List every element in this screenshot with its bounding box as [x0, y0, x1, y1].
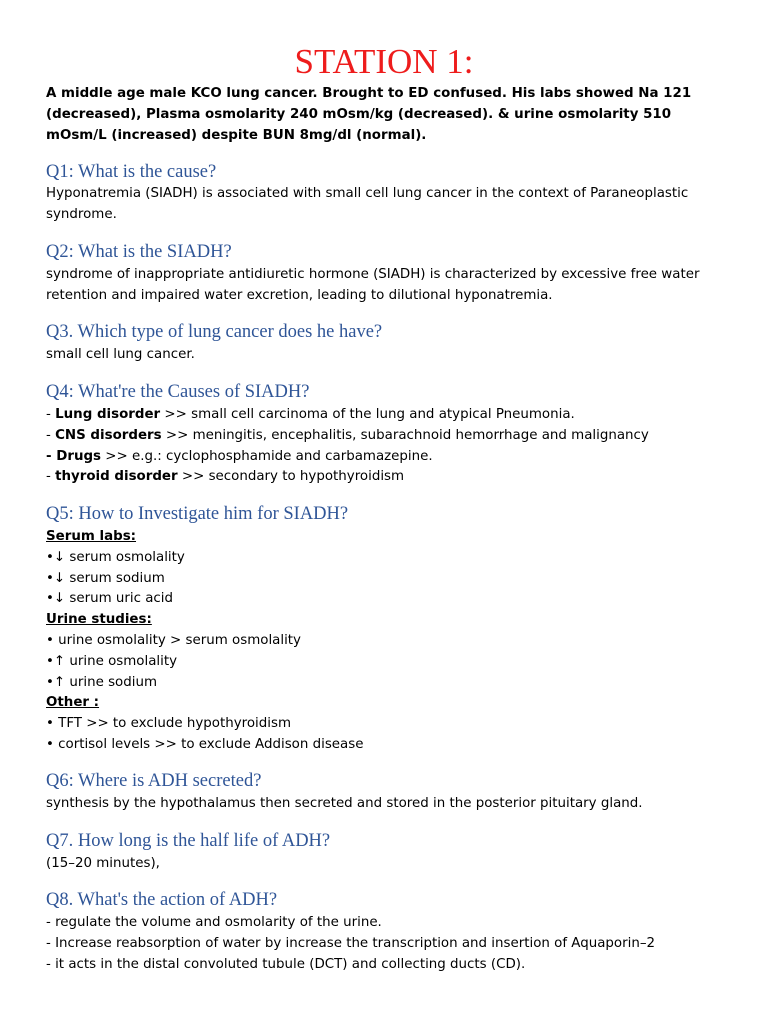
q3-answer: small cell lung cancer. — [46, 347, 195, 362]
q4-causes-list — [46, 405, 746, 488]
list-item: • TFT >> to exclude hypothyroidism — [46, 716, 292, 732]
list-item: - Drugs >> e.g.: cyclophosphamide and carbamazepine. — [46, 448, 433, 464]
q2-answer: syndrome of inappropriate antidiuretic hormone (SIADH) is characterized by excessive free water retention and impaired water excretion, leading to dilutional hyponatremia. — [46, 267, 700, 303]
list-item: •↓ serum uric acid — [46, 591, 174, 607]
serum-labs-heading: Serum labs: — [46, 529, 137, 544]
list-item: - Lung disorder >> small cell carcinoma of the lung and atypical Pneumonia. — [46, 407, 575, 422]
q6-answer: synthesis by the hypothalamus then secreted and stored in the posterior pituitary gland. — [46, 796, 643, 811]
q5-question: Q5: How to Investigate him for SIADH? — [46, 504, 349, 524]
list-item: •↑ urine sodium — [46, 674, 157, 690]
list-item: • urine osmolality > serum osmolality — [46, 632, 301, 648]
list-item: •↑ urine osmolality — [46, 653, 178, 669]
q1-question: Q1: What is the cause? — [46, 162, 217, 182]
q1-answer: Hyponatremia (SIADH) is associated with small cell lung cancer in the context of Paraneoplastic syndrome. — [46, 186, 689, 222]
q7-answer: (15–20 minutes), — [46, 856, 160, 871]
station-title: STATION 1: — [294, 42, 474, 81]
list-item: •↓ serum osmolality — [46, 549, 185, 565]
q6-question: Q6: Where is ADH secreted? — [46, 771, 262, 791]
list-item: - it acts in the distal convoluted tubule (DCT) and collecting ducts (CD). — [46, 956, 526, 972]
list-item: •↓ serum sodium — [46, 570, 165, 586]
other-heading: Other : — [46, 695, 100, 711]
list-item: - Increase reabsorption of water by increase the transcription and insertion of Aquaporin–2 — [46, 935, 656, 951]
case-intro: A middle age male KCO lung cancer. Brought to ED confused. His labs showed Na 121 (decreased), Plasma osmolarity 240 mOsm/kg (decreased). & urine osmolarity 510 mOsm/L (increased) despite BUN 8mg/dl (normal). — [46, 86, 692, 143]
q8-actions-list — [46, 913, 746, 975]
list-item: - CNS disorders >> meningitis, encephalitis, subarachnoid hemorrhage and malignancy — [46, 427, 649, 443]
q4-question: Q4: What're the Causes of SIADH? — [46, 382, 310, 402]
q5-investigations — [46, 527, 746, 756]
q8-question: Q8. What's the action of ADH? — [46, 890, 278, 910]
list-item: • cortisol levels >> to exclude Addison disease — [46, 736, 364, 752]
q2-question: Q2: What is the SIADH? — [46, 242, 232, 262]
urine-studies-heading: Urine studies: — [46, 612, 152, 628]
q3-question: Q3. Which type of lung cancer does he have? — [46, 322, 383, 342]
list-item: - thyroid disorder >> secondary to hypothyroidism — [46, 469, 405, 485]
list-item: - regulate the volume and osmolarity of the urine. — [46, 915, 382, 930]
q7-question: Q7. How long is the half life of ADH? — [46, 831, 331, 851]
